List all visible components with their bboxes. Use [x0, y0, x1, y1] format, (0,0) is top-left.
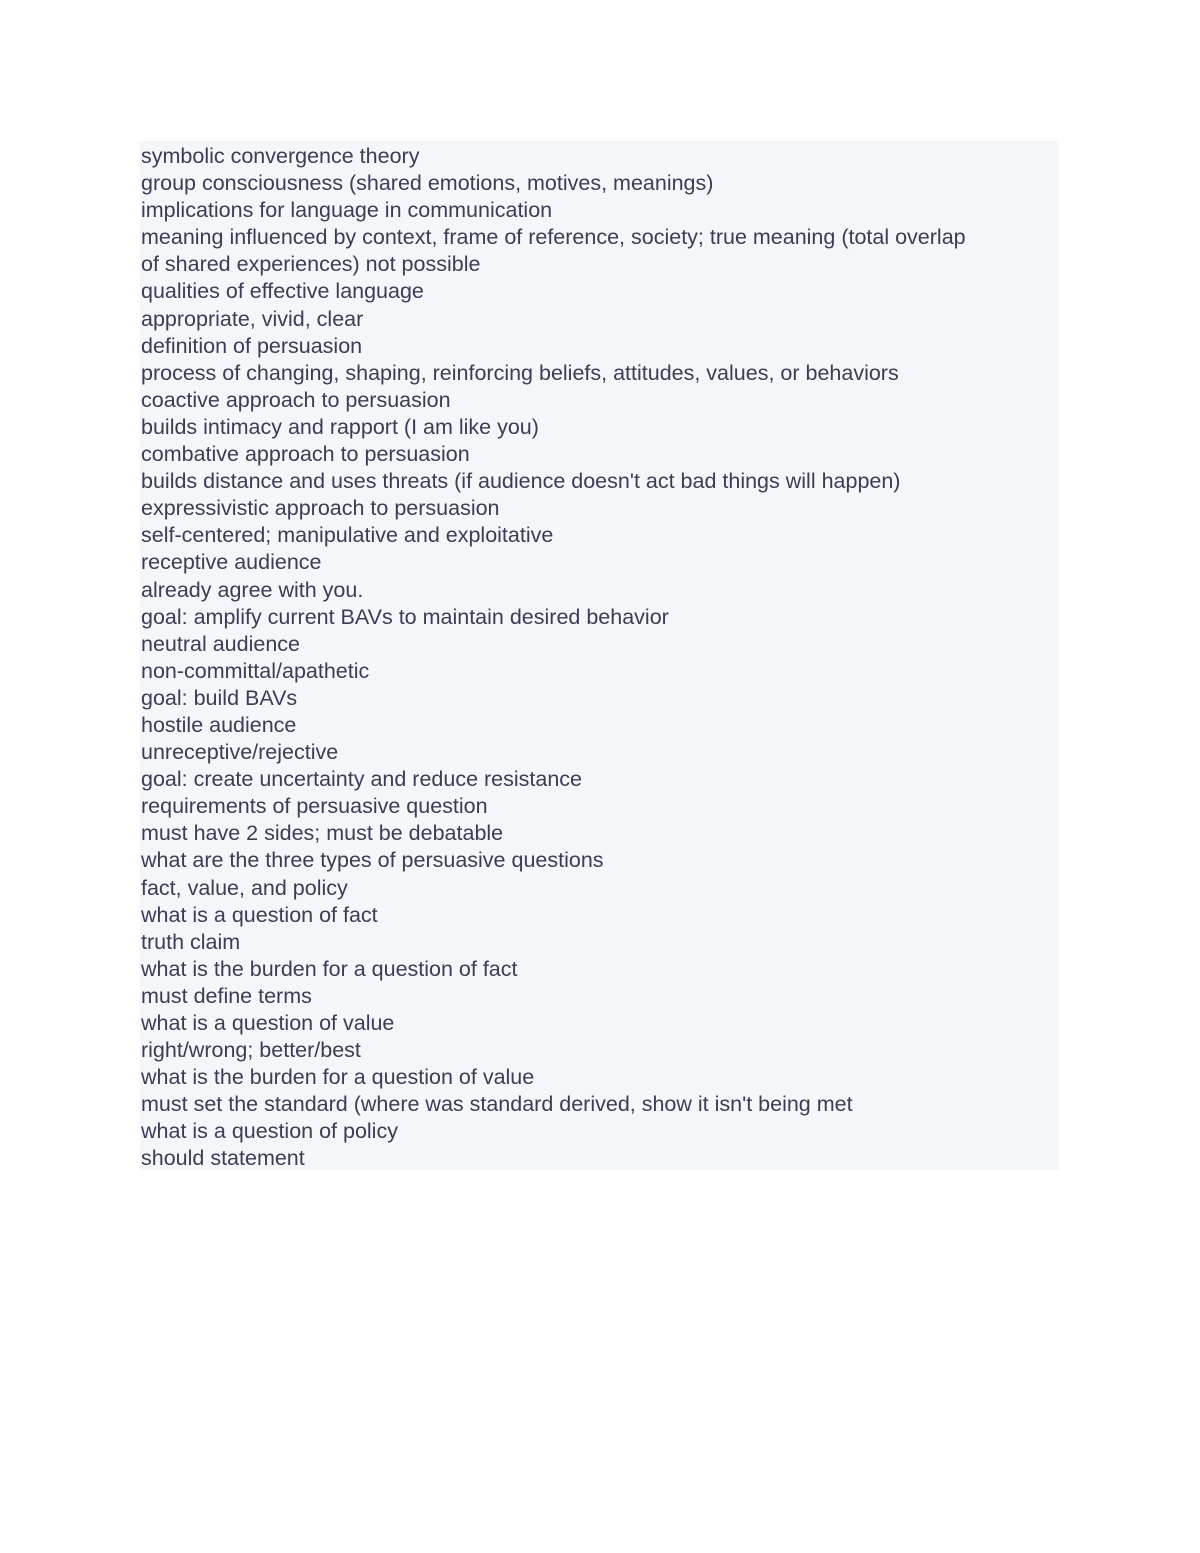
text-line: already agree with you. [141, 577, 364, 602]
text-line: what is a question of value [141, 1011, 395, 1035]
text-line: meaning influenced by context, frame of reference, society; true meaning (total overlap [141, 225, 966, 250]
text-line: requirements of persuasive question [141, 794, 488, 819]
text-line: receptive audience [141, 550, 322, 575]
text-line: unreceptive/rejective [141, 740, 339, 765]
text-line: appropriate, vivid, clear [141, 306, 364, 331]
text-line: qualities of effective language [141, 279, 424, 304]
text-line: what is a question of policy [141, 1119, 398, 1144]
text-line: hostile audience [141, 712, 297, 737]
text-line: goal: amplify current BAVs to maintain desired behavior [141, 604, 669, 629]
text-line: builds distance and uses threats (if audience doesn't act bad things will happen) [141, 469, 901, 494]
text-line: coactive approach to persuasion [141, 387, 451, 412]
text-line: truth claim [141, 929, 241, 954]
text-line: implications for language in communication [141, 198, 553, 223]
text-line: goal: build BAVs [141, 685, 298, 710]
text-line: non-committal/apathetic [141, 658, 370, 683]
text-line: what is the burden for a question of fact [141, 956, 518, 981]
text-line: group consciousness (shared emotions, motives, meanings) [141, 171, 714, 196]
text-line: right/wrong; better/best [141, 1038, 361, 1063]
text-line: what is the burden for a question of value [141, 1065, 535, 1090]
text-line: fact, value, and policy [141, 875, 348, 900]
text-block [140, 141, 1059, 1170]
text-line: should statement [141, 1146, 305, 1171]
text-line: must define terms [141, 983, 312, 1008]
text-line: self-centered; manipulative and exploitative [141, 523, 554, 548]
text-line: must have 2 sides; must be debatable [141, 821, 504, 846]
text-line: must set the standard (where was standard derived, show it isn't being met [141, 1092, 853, 1117]
text-line: definition of persuasion [141, 333, 363, 358]
text-line: symbolic convergence theory [141, 144, 420, 168]
text-line: combative approach to persuasion [141, 442, 470, 467]
text-line: goal: create uncertainty and reduce resistance [141, 767, 583, 792]
text-line: builds intimacy and rapport (I am like you) [141, 414, 539, 439]
text-line: expressivistic approach to persuasion [141, 496, 500, 521]
text-line: what are the three types of persuasive questions [141, 848, 604, 873]
text-line: of shared experiences) not possible [141, 252, 481, 277]
text-line: neutral audience [141, 631, 300, 656]
text-line: process of changing, shaping, reinforcing beliefs, attitudes, values, or behaviors [141, 360, 899, 385]
text-line: what is a question of fact [141, 902, 378, 927]
